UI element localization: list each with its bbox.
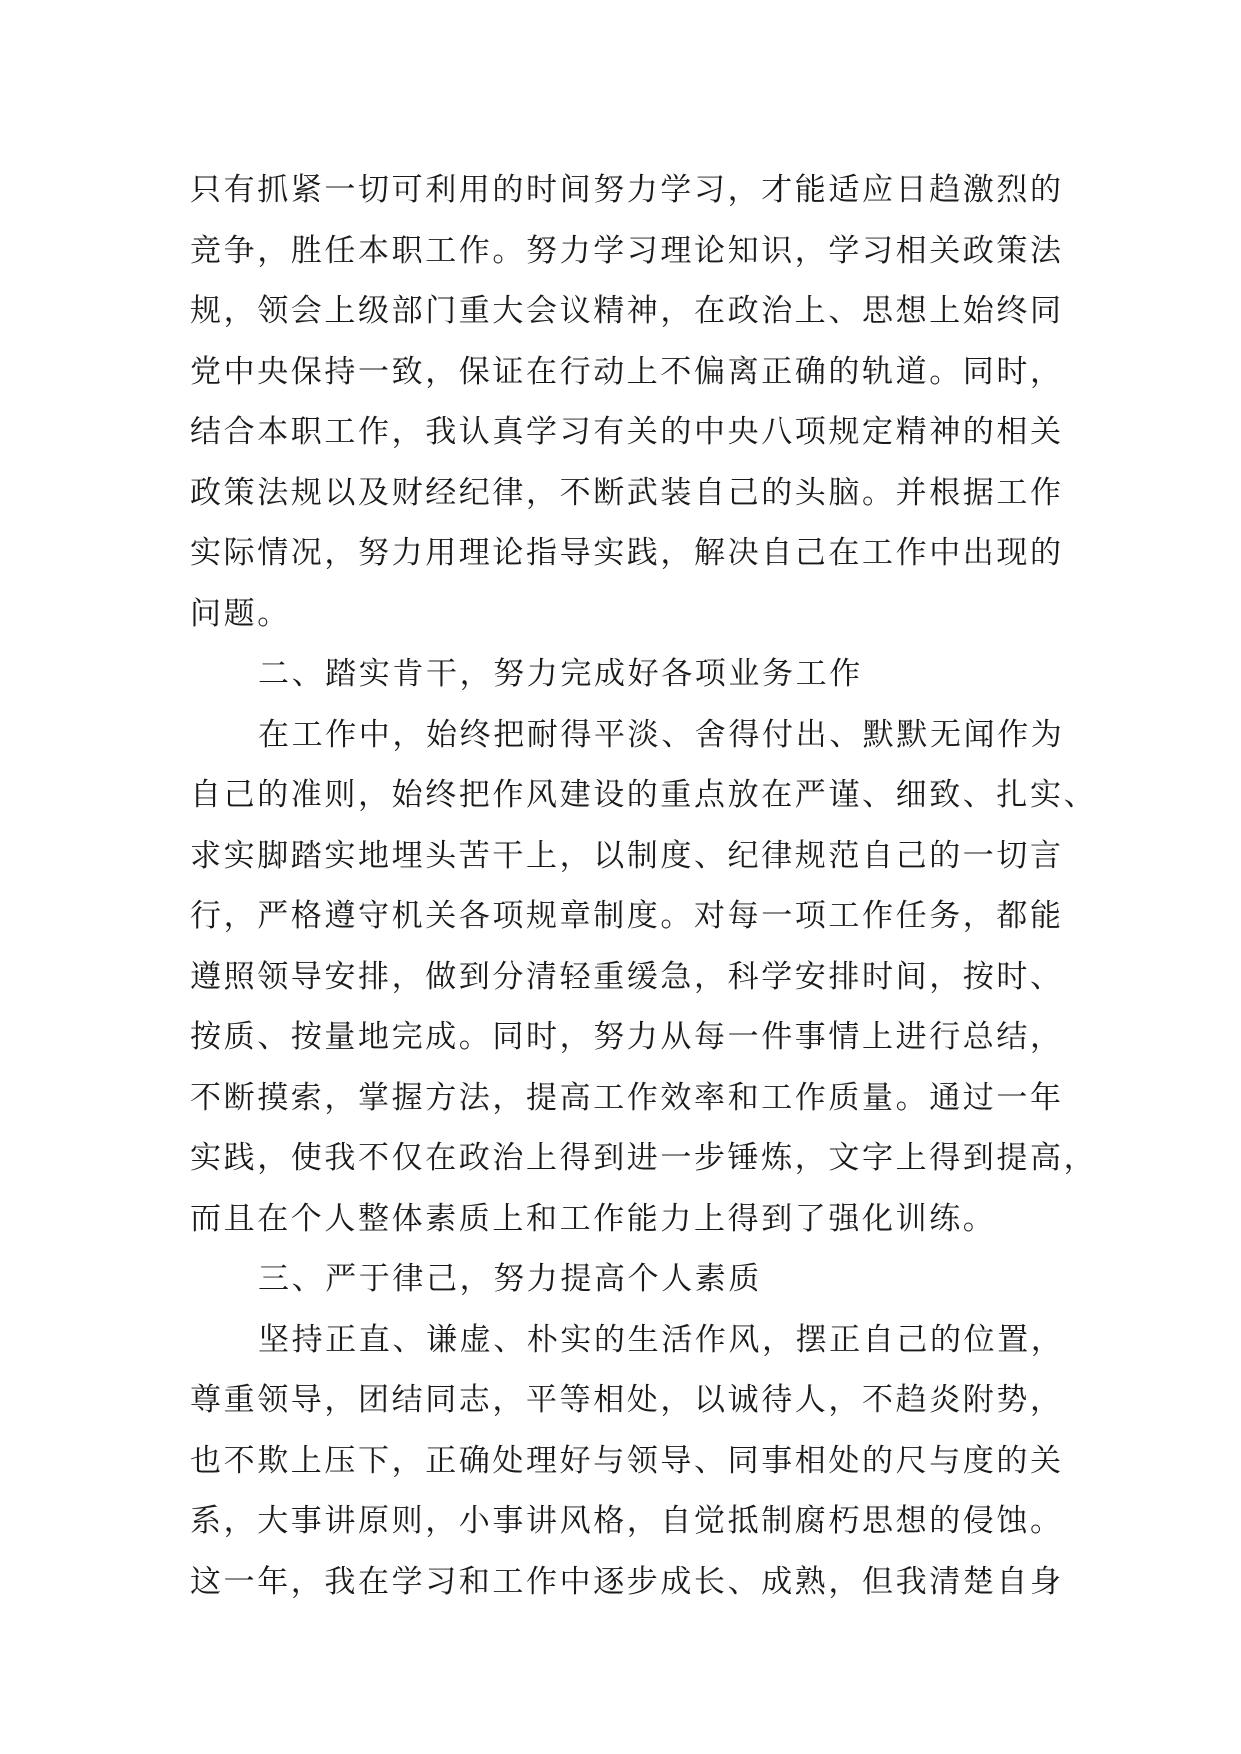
text-line: 不断摸索，掌握方法，提高工作效率和工作质量。通过一年	[190, 1079, 1064, 1116]
text-line: 也不欺上压下，正确处理好与领导、同事相处的尺与度的关	[190, 1442, 1064, 1479]
text-line: 政策法规以及财经纪律，不断武装自己的头脑。并根据工作	[190, 474, 1064, 511]
text-line: 只有抓紧一切可利用的时间努力学习，才能适应日趋激烈的	[190, 172, 1064, 208]
text-line: 这一年，我在学习和工作中逐步成长、成熟，但我清楚自身	[190, 1563, 1064, 1600]
text-line: 遵照领导安排，做到分清轻重缓急，科学安排时间，按时、	[190, 958, 1064, 995]
text-line: 按质、按量地完成。同时，努力从每一件事情上进行总结，	[190, 1019, 1064, 1055]
text-line: 尊重领导，团结同志，平等相处，以诚待人，不趋炎附势，	[190, 1382, 1064, 1418]
text-line: 系，大事讲原则，小事讲风格，自觉抵制腐朽思想的侵蚀。	[190, 1503, 1064, 1539]
document-body	[190, 160, 1098, 1612]
text-line: 而且在个人整体素质上和工作能力上得到了强化训练。	[190, 1200, 997, 1237]
text-line: 二、踏实肯干，努力完成好各项业务工作	[258, 656, 863, 692]
text-line: 在工作中，始终把耐得平淡、舍得付出、默默无闻作为	[258, 716, 1065, 753]
text-line: 三、严于律己，努力提高个人素质	[258, 1261, 762, 1297]
text-line: 自己的准则，始终把作风建设的重点放在严谨、细致、扎实、	[190, 777, 1098, 813]
text-line: 问题。	[190, 595, 291, 632]
text-line: 行，严格遵守机关各项规章制度。对每一项工作任务，都能	[190, 898, 1064, 934]
text-line: 竞争，胜任本职工作。努力学习理论知识，学习相关政策法	[190, 232, 1064, 269]
text-line: 坚持正直、谦虚、朴实的生活作风，摆正自己的位置，	[258, 1321, 1065, 1358]
text-line: 党中央保持一致，保证在行动上不偏离正确的轨道。同时，	[190, 353, 1064, 390]
text-line: 规，领会上级部门重大会议精神，在政治上、思想上始终同	[190, 293, 1064, 329]
text-line: 实践，使我不仅在政治上得到进一步锤炼，文字上得到提高，	[190, 1140, 1098, 1176]
text-line: 求实脚踏实地埋头苦干上，以制度、纪律规范自己的一切言	[190, 837, 1064, 874]
text-line: 实际情况，努力用理论指导实践，解决自己在工作中出现的	[190, 535, 1064, 571]
text-line: 结合本职工作，我认真学习有关的中央八项规定精神的相关	[190, 414, 1064, 450]
